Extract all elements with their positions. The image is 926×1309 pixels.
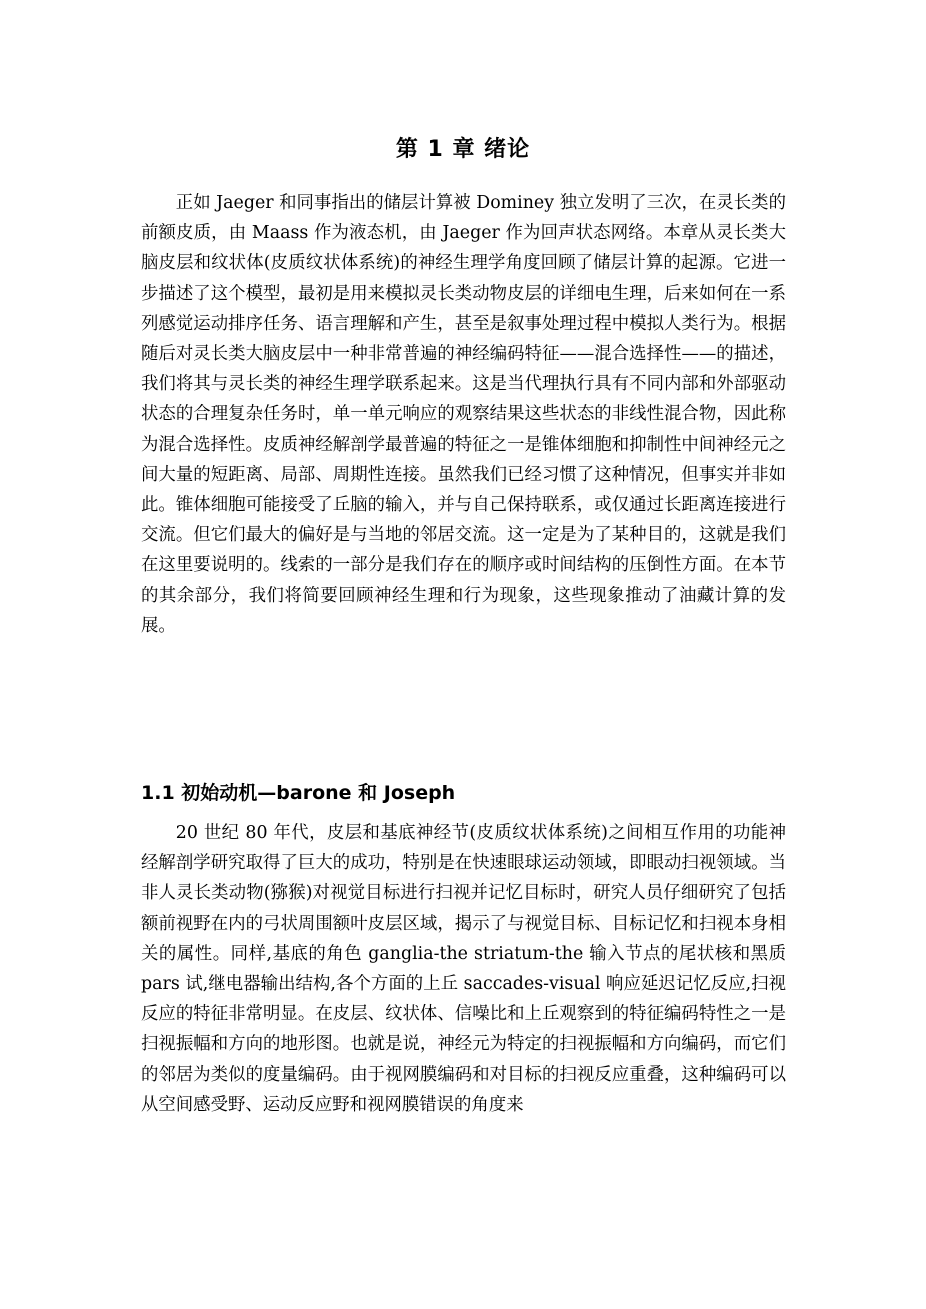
paragraph-intro: 正如 Jaeger 和同事指出的储层计算被 Dominey 独立发明了三次，在灵长类的前额皮质，由 Maass 作为液态机，由 Jaeger 作为回声状态网络。本章从灵长类大脑皮层和纹状体(皮质纹状体系统)的神经生理学角度回顾了储层计算的起源。它进一步描述了这个模型，最初是用来模拟灵长类动物皮层的详细电生理，后来如何在一系列感觉运动排序任务、语言理解和产生，甚至是叙事处理过程中模拟人类行为。根据随后对灵长类大脑皮层中一种非常普遍的神经编码特征——混合选择性——的描述，我们将其与灵长类的神经生理学联系起来。这是当代理执行具有不同内部和外部驱动状态的合理复杂任务时，单一单元响应的观察结果这些状态的非线性混合物，因此称为混合选择性。皮质神经解剖学最普遍的特征之一是锥体细胞和抑制性中间神经元之间大量的短距离、局部、周期性连接。虽然我们已经习惯了这种情况，但事实并非如此。锥体细胞可能接受了丘脑的输入，并与自己保持联系，或仅通过长距离连接进行交流。但它们最大的偏好是与当地的邻居交流。这一定是为了某种目的，这就是我们在这里要说明的。线索的一部分是我们存在的顺序或时间结构的压倒性方面。在本节的其余部分，我们将简要回顾神经生理和行为现象，这些现象推动了油藏计算的发展。 xyxy=(141,193,786,636)
paragraph-section-1-1: 20 世纪 80 年代，皮层和基底神经节(皮质纹状体系统)之间相互作用的功能神经解剖学研究取得了巨大的成功，特别是在快速眼球运动领域，即眼动扫视领域。当非人灵长类动物(猕猴)对视觉目标进行扫视并记忆目标时，研究人员仔细研究了包括额前视野在内的弓状周围额叶皮层区域，揭示了与视觉目标、目标记忆和扫视本身相关的属性。同样,基底的角色 ganglia-the striatum-the 输入节点的尾状核和黑质 pars 试,继电器输出结构,各个方面的上丘 saccades-visual 响应延迟记忆反应,扫视反应的特征非常明显。在皮层、纹状体、信噪比和上丘观察到的特征编码特性之一是扫视振幅和方向的地形图。也就是说，神经元为特定的扫视振幅和方向编码，而它们的邻居为类似的度量编码。由于视网膜编码和对目标的扫视反应重叠，这种编码可以从空间感受野、运动反应野和视网膜错误的角度来 xyxy=(141,823,786,1115)
chapter-title: 第 1 章 绪论 xyxy=(395,137,531,162)
section-heading: 1.1 初始动机—barone 和 Joseph xyxy=(141,782,456,804)
